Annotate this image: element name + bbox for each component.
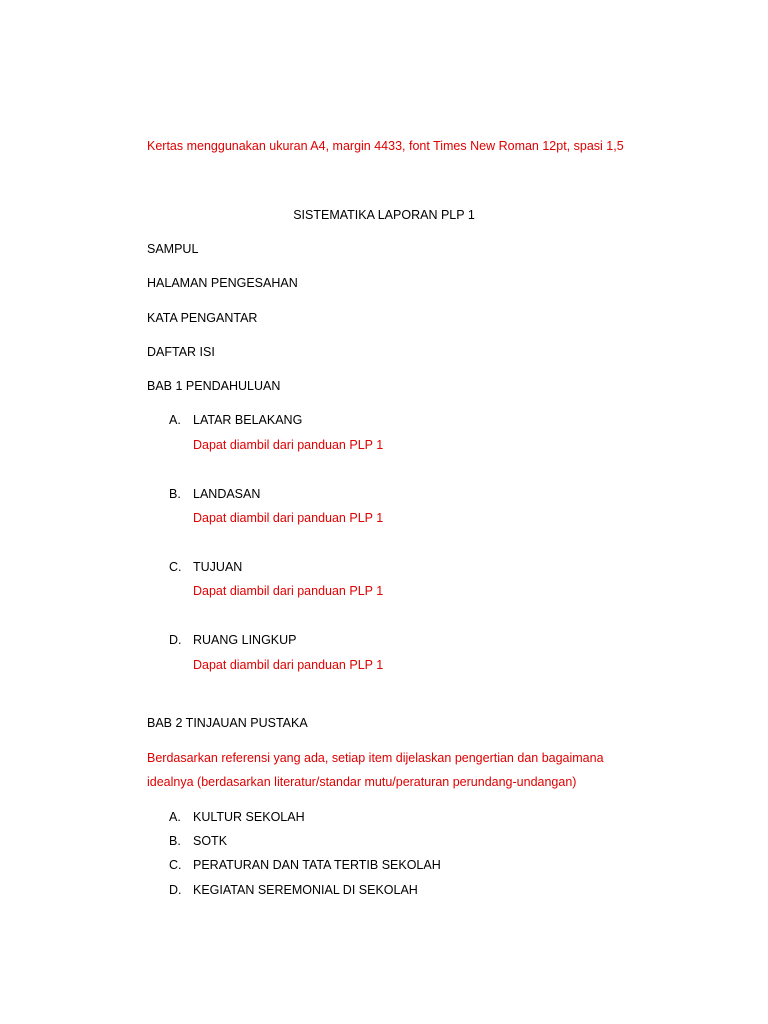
front-matter-halaman-pengesahan: HALAMAN PENGESAHAN [147, 276, 298, 290]
bab1-item-d-note: Dapat diambil dari panduan PLP 1 [193, 658, 384, 672]
bab2-note-line1: Berdasarkan referensi yang ada, setiap item dijelaskan pengertian dan bagaimana [147, 751, 604, 765]
document-title: SISTEMATIKA LAPORAN PLP 1 [293, 208, 475, 222]
bab1-item-b-note: Dapat diambil dari panduan PLP 1 [193, 511, 384, 525]
bab1-item-d-marker: D. [169, 633, 182, 647]
bab1-item-b-marker: B. [169, 487, 181, 501]
front-matter-sampul: SAMPUL [147, 242, 199, 256]
bab1-item-a-label: LATAR BELAKANG [193, 413, 303, 427]
bab1-item-b-label: LANDASAN [193, 487, 261, 501]
bab2-item-b-marker: B. [169, 834, 181, 848]
bab2-item-c-label: PERATURAN DAN TATA TERTIB SEKOLAH [193, 858, 441, 872]
bab1-item-d-label: RUANG LINGKUP [193, 633, 297, 647]
bab2-item-a-label: KULTUR SEKOLAH [193, 810, 305, 824]
bab2-item-d-marker: D. [169, 883, 182, 897]
front-matter-kata-pengantar: KATA PENGANTAR [147, 311, 258, 325]
bab2-item-c-marker: C. [169, 858, 182, 872]
bab2-item-d-label: KEGIATAN SEREMONIAL DI SEKOLAH [193, 883, 418, 897]
bab1-item-a-note: Dapat diambil dari panduan PLP 1 [193, 438, 384, 452]
front-matter-daftar-isi: DAFTAR ISI [147, 345, 215, 359]
bab2-item-b-label: SOTK [193, 834, 228, 848]
bab2-note-line2: idealnya (berdasarkan literatur/standar mutu/peraturan perundang-undangan) [147, 775, 577, 789]
bab1-item-a-marker: A. [169, 413, 181, 427]
bab1-heading: BAB 1 PENDAHULUAN [147, 379, 281, 393]
formatting-instruction: Kertas menggunakan ukuran A4, margin 4433, font Times New Roman 12pt, spasi 1,5 [147, 139, 624, 153]
bab1-item-c-label: TUJUAN [193, 560, 243, 574]
bab2-heading: BAB 2 TINJAUAN PUSTAKA [147, 716, 308, 730]
bab2-item-a-marker: A. [169, 810, 181, 824]
bab1-item-c-marker: C. [169, 560, 182, 574]
bab1-item-c-note: Dapat diambil dari panduan PLP 1 [193, 584, 384, 598]
